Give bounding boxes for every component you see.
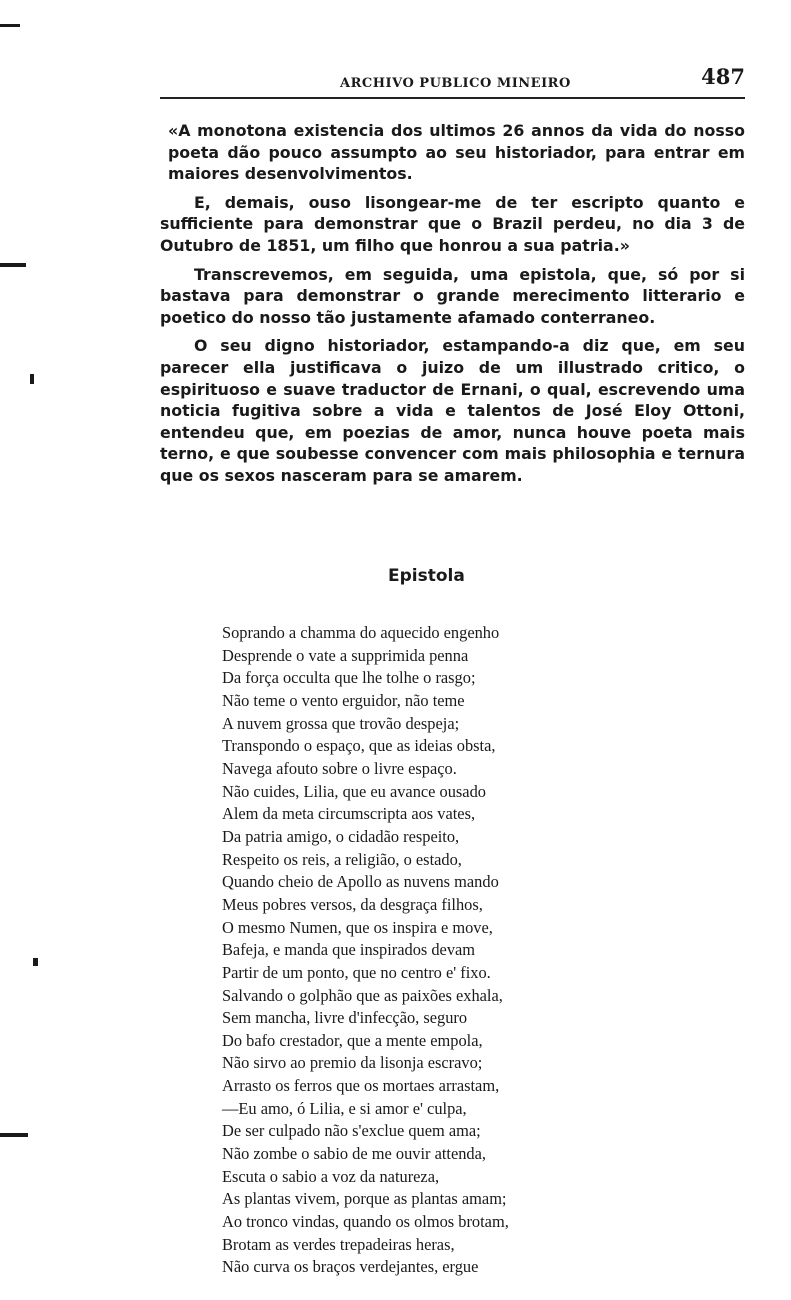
poem-line: Quando cheio de Apollo as nuvens mando xyxy=(222,872,499,892)
poem-line: Meus pobres versos, da desgraça filhos, xyxy=(222,894,483,914)
poem-line: O mesmo Numen, que os inspira e move, xyxy=(222,917,493,937)
margin-mark xyxy=(0,24,20,27)
poem-line: Não zombe o sabio de me ouvir attenda, xyxy=(222,1144,486,1164)
margin-mark xyxy=(33,958,38,966)
paragraph: Transcrevemos, em seguida, uma epistola, que, só por si bastava para demonstrar o grande merecimento litterario e poetico do nosso tão justamente afamado conterraneo. xyxy=(160,264,745,327)
margin-mark xyxy=(0,1133,28,1137)
poem-line: Da patria amigo, o cidadão respeito, xyxy=(222,826,460,846)
poem-title: Epistola xyxy=(388,566,465,586)
poem-line: Não teme o vento erguidor, não teme xyxy=(222,690,465,710)
poem-line: Partir de um ponto, que no centro e' fixo. xyxy=(222,962,491,982)
poem-line: Escuta o sabio a voz da natureza, xyxy=(222,1166,440,1186)
paragraph: «A monotona existencia dos ultimos 26 annos da vida do nosso poeta dão pouco assumpto ao seu historiador, para entrar em maiores desenvolvimentos. xyxy=(168,121,745,184)
poem-line: Não curva os braços verdejantes, ergue xyxy=(222,1257,479,1277)
poem-line: As plantas vivem, porque as plantas amam; xyxy=(222,1189,507,1209)
header-rule xyxy=(160,97,745,99)
poem-line: Do bafo crestador, que a mente empola, xyxy=(222,1030,483,1050)
poem-line: Soprando a chamma do aquecido engenho xyxy=(222,623,500,642)
poem-line: Ao tronco vindas, quando os olmos brotam, xyxy=(222,1212,509,1232)
margin-mark xyxy=(0,263,26,267)
poem-line: De ser culpado não s'exclue quem ama; xyxy=(222,1121,481,1141)
poem-body xyxy=(222,622,722,1279)
poem-line: Não sirvo ao premio da lisonja escravo; xyxy=(222,1053,483,1073)
paragraph: E, demais, ouso lisongear-me de ter escripto quanto e sufficiente para demonstrar que o Brazil perdeu, no dia 3 de Outubro de 1851, um filho que honrou a sua patria.» xyxy=(160,192,745,255)
poem-line: Transpondo o espaço, que as ideias obsta, xyxy=(222,736,496,756)
poem-line: Arrasto os ferros que os mortaes arrastam, xyxy=(222,1076,500,1096)
poem-line: —Eu amo, ó Lilia, e si amor e' culpa, xyxy=(222,1098,467,1118)
margin-mark xyxy=(30,374,34,384)
poem-line: Bafeja, e manda que inspirados devam xyxy=(222,940,476,960)
poem-line: Respeito os reis, a religião, o estado, xyxy=(222,849,462,869)
poem-line: Navega afouto sobre o livre espaço. xyxy=(222,758,457,778)
poem-line: Da força occulta que lhe tolhe o rasgo; xyxy=(222,668,476,688)
poem-line: Salvando o golphão que as paixões exhala, xyxy=(222,985,503,1005)
poem-line: Brotam as verdes trepadeiras heras, xyxy=(222,1234,455,1254)
paragraph: O seu digno historiador, estampando-a diz que, em seu parecer ella justificava o juizo de um illustrado critico, o espirituoso e suave traductor de Ernani, o qual, escrevendo uma noticia fugitiva sobre a vida e talentos de José Eloy Ottoni, entendeu que, em poezias de amor, nunca houve poeta mais terno, e que soubesse convencer com mais philosophia e ternura que os sexos nasceram para se amarem. xyxy=(160,336,745,485)
poem-line: Não cuides, Lilia, que eu avance ousado xyxy=(222,781,486,801)
poem-line: Sem mancha, livre d'infecção, seguro xyxy=(222,1008,468,1028)
running-title: ARCHIVO PUBLICO MINEIRO xyxy=(340,76,571,91)
poem-line: Alem da meta circumscripta aos vates, xyxy=(222,804,476,824)
poem-line: Desprende o vate a supprimida penna xyxy=(222,645,469,665)
page-number: 487 xyxy=(701,64,745,89)
page-header xyxy=(160,62,745,102)
prose-body xyxy=(160,120,745,494)
poem-line: A nuvem grossa que trovão despeja; xyxy=(222,713,460,733)
